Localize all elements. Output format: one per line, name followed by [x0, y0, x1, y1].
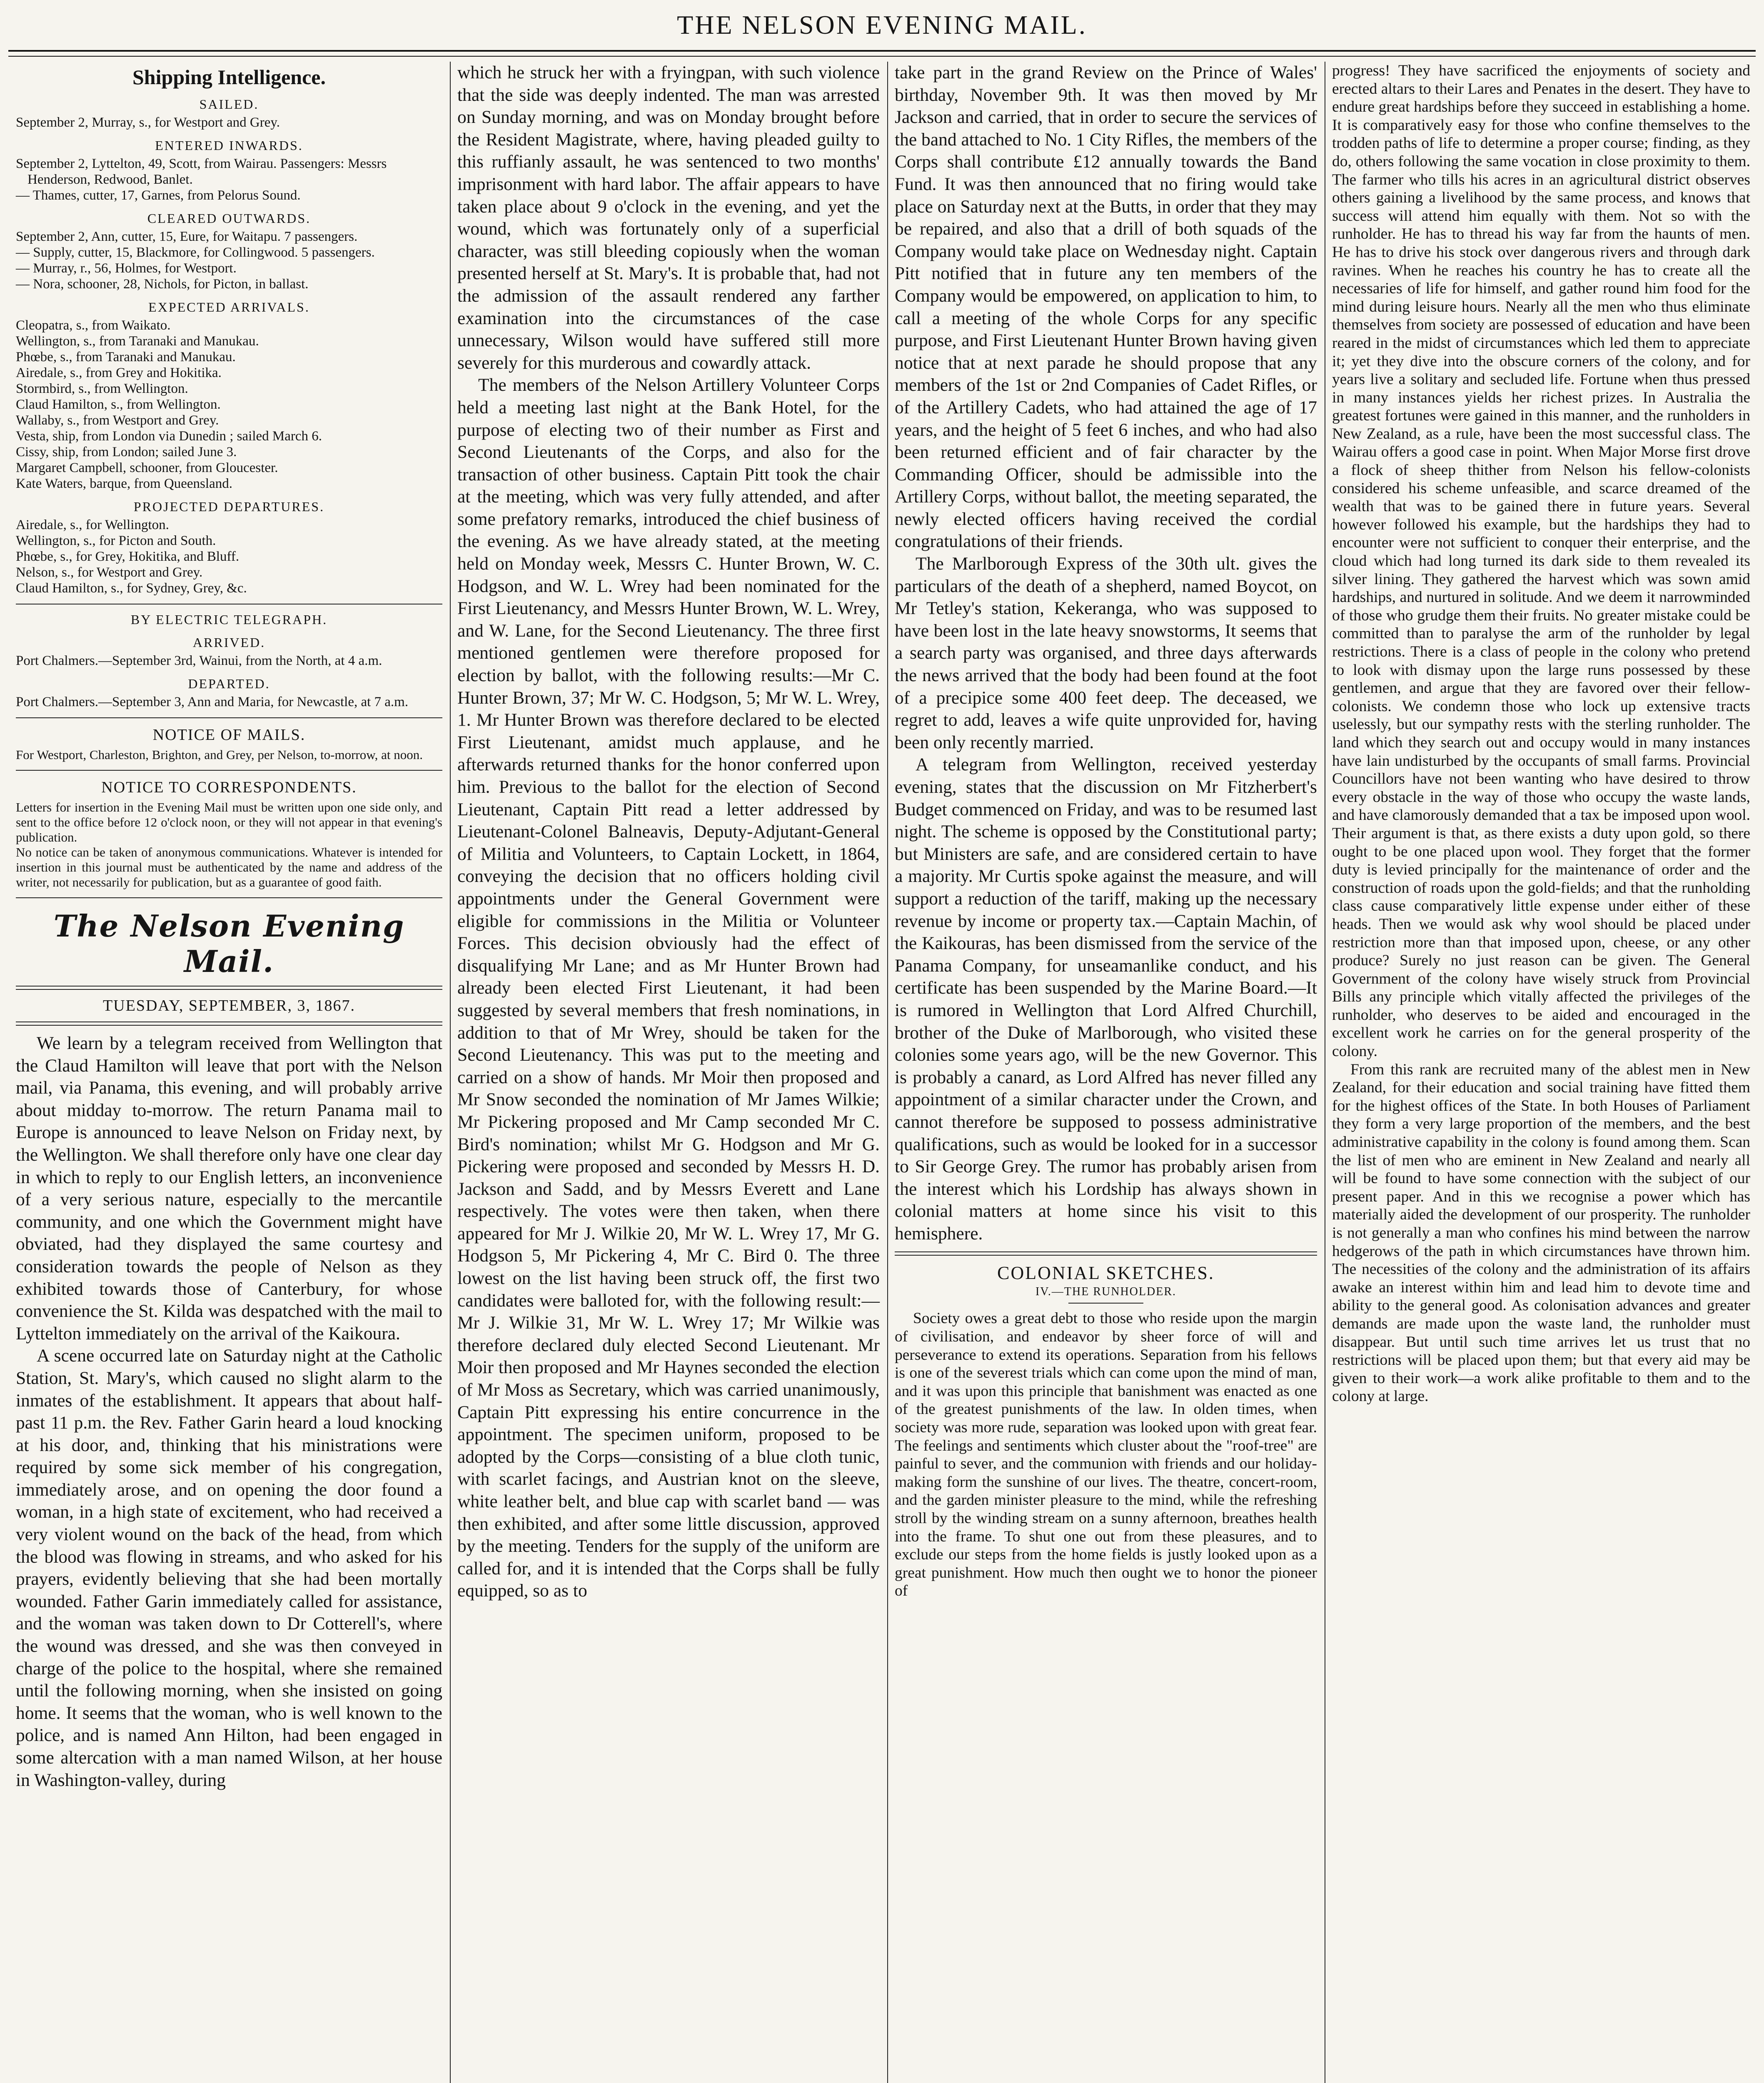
telegraph-heading: BY ELECTRIC TELEGRAPH.: [130, 612, 328, 627]
column-4: [1325, 62, 1758, 2083]
projected-item: Airedale, s., for Wellington.: [16, 517, 169, 532]
notice-mails-text: For Westport, Charleston, Brighton, and Grey, per Nelson, to-morrow, at noon.: [16, 747, 423, 762]
entered-item: September 2, Lyttelton, 49, Scott, from Wairau. Passengers: Messrs Henderson, Redwood, Banlet.: [16, 156, 387, 187]
dateline-rule: [16, 1022, 442, 1026]
expected-item: Margaret Campbell, schooner, from Gloucester.: [16, 460, 278, 475]
entered-heading: ENTERED INWARDS.: [155, 138, 303, 153]
projected-item: Nelson, s., for Westport and Grey.: [16, 565, 203, 580]
article-paragraph: The Marlborough Express of the 30th ult. gives the particulars of the death of a shepherd, named Boycot, on Mr Tetley's station, Kekeranga, who was supposed to have been lost in the late heavy snowstorms, It seems that a search party was organised, and three days afterwards the news arrived that the body had been found at the foot of a precipice some 400 feet deep. The deceased, we regret to add, leaves a wife quite unprovided for, having been only recently married.: [895, 554, 1317, 752]
expected-item: Wallaby, s., from Westport and Grey.: [16, 413, 219, 428]
cleared-item: — Supply, cutter, 15, Blackmore, for Collingwood. 5 passengers.: [16, 245, 375, 260]
article-paragraph: take part in the grand Review on the Prince of Wales' birthday, November 9th. It was then moved by Mr Jackson and carried, that in order to secure the services of the band attached to No. 1 City Rifles, the members of the Corps shall contribute £12 annually towards the Band Fund. It was then announced that no firing would take place on Saturday next at the Butts, in order that they may be repaired, and also that a drill of both squads of the Company would take place on Wednesday night. Captain Pitt notified that in future any ten members of the Company would be empowered, on application to him, to call a meeting of the whole Corps for any specific purpose, and First Lieutenant Hunter Brown having given notice that at next parade he should propose that any members of the 1st or 2nd Companies of Cadet Rifles, or of the Artillery Cadets, who had attained the age of 17 years, and the height of 5 feet 6 inches, and who had also been returned efficient and of fair character by the Commanding Officer, should be admissible into the Artillery Corps, without ballot, the meeting separated, the newly elected officers having received the cordial congratulations of their friends.: [895, 62, 1317, 552]
arrived-heading: ARRIVED.: [192, 635, 266, 650]
arrived-item: Port Chalmers.—September 3rd, Wainui, from the North, at 4 a.m.: [16, 653, 382, 668]
dateline: TUESDAY, SEPTEMBER, 3, 1867.: [102, 997, 356, 1014]
article-paragraph: A scene occurred late on Saturday night at the Catholic Station, St. Mary's, which caused no slight alarm to the inmates of the establishment. It appears that about half-past 11 p.m. the Rev. Father Garin heard a loud knocking at his door, and, thinking that his ministrations were required by some sick member of his congregation, immediately arose, and on opening the door found a woman, in a high state of excitement, who had received a very violent wound on the back of the head, from which the blood was flowing in streams, and who asked for his prayers, evidently believing that she had been mortally wounded. Father Garin immediately called for assistance, and the woman was taken down to Dr Cotterell's, where the wound was dressed, and she was then conveyed in charge of the police to the hospital, where she remained until the following morning, when she insisted on going home. It seems that the woman, who is well known to the police, and is named Ann Hilton, had been engaged in some altercation with a man named Wilson, at her house in Washington-valley, during: [16, 1346, 442, 1790]
expected-item: Airedale, s., from Grey and Hokitika.: [16, 365, 222, 380]
departed-item: Port Chalmers.—September 3, Ann and Maria, for Newcastle, at 7 a.m.: [16, 694, 409, 709]
cleared-item: September 2, Ann, cutter, 15, Eure, for Waitapu. 7 passengers.: [16, 229, 358, 244]
entered-item: — Thames, cutter, 17, Garnes, from Pelorus Sound.: [16, 188, 301, 203]
column-2: [450, 62, 887, 2083]
column-1: [8, 62, 450, 2083]
masthead: THE NELSON EVENING MAIL.: [677, 10, 1087, 40]
expected-item: Cleopatra, s., from Waikato.: [16, 318, 171, 333]
projected-heading: PROJECTED DEPARTURES.: [133, 499, 325, 514]
cleared-item: — Murray, r., 56, Holmes, for Westport.: [16, 261, 237, 276]
notice-correspondents-text: No notice can be taken of anonymous communications. Whatever is intended for insertion in this journal must be authenticated by the name and address of the writer, not necessarily for publication, but as a guarantee of good faith.: [16, 845, 442, 889]
column-3: [887, 62, 1325, 2083]
shipping-title: Shipping Intelligence.: [132, 65, 326, 89]
sketches-subtitle: IV.—THE RUNHOLDER.: [1035, 1285, 1177, 1299]
sailed-heading: SAILED.: [199, 97, 259, 112]
paper-title: The Nelson Evening Mail.: [53, 908, 405, 979]
expected-item: Stormbird, s., from Wellington.: [16, 381, 188, 396]
section-rule: [16, 717, 442, 718]
expected-item: Kate Waters, barque, from Queensland.: [16, 476, 232, 491]
expected-heading: EXPECTED ARRIVALS.: [148, 300, 310, 315]
projected-item: Claud Hamilton, s., for Sydney, Grey, &c.: [16, 581, 247, 596]
expected-item: Claud Hamilton, s., from Wellington.: [16, 397, 221, 412]
article-paragraph: The members of the Nelson Artillery Volunteer Corps held a meeting last night at the Bank Hotel, for the purpose of electing two of their number as First and Second Lieutenants of the Corps, and also for the transaction of other business. Captain Pitt took the chair at the meeting, which was very fully attended, and after some prefatory remarks, introduced the chief business of the evening. As we have already stated, at the meeting held on Monday week, Messrs C. Hunter Brown, W. C. Hodgson, and W. L. Wrey had been nominated for the First Lieutenancy, and Messrs Hunter Brown, W. L. Wrey, and W. Lane, for the Second Lieutenancy. The three first mentioned gentlemen were therefore proposed for election by ballot, with the following results:—Mr C. Hunter Brown, 37; Mr W. C. Hodgson, 5; Mr W. L. Wrey, 1. Mr Hunter Brown was therefore declared to be elected First Lieutenant, amidst much applause, and he afterwards returned thanks for the honor conferred upon him. Previous to the ballot for the election of Second Lieutenant, Captain Pitt read a letter addressed by Lieutenant-Colonel Balneavis, Deputy-Adjutant-General of Militia and Volunteers, to Captain Lockett, in 1864, conveying the decision that no officers holding civil appointments under the General Government were eligible for commissions in the Militia or Volunteer Forces. This decision obviously had the effect of disqualifying Mr Lane; and as Mr Hunter Brown had already been elected First Lieutenant, it had been suggested by several members that fresh nominations, in addition to that of Mr Wrey, should be taken for the Second Lieutenancy. This was put to the meeting and carried on a show of hands. Mr Moir then proposed and Mr Snow seconded the nomination of Mr James Wilkie; Mr Pickering proposed and Mr Camp seconded Mr C. Bird's nomination; whilst Mr G. Hodgson and Mr G. Pickering were proposed and seconded by Messrs H. D. Jackson and Sadd, and by Messrs Everett and Lane respectively. The votes were then taken, when there appeared for Mr J. Wilkie 20, Mr W. L. Wrey 17, Mr G. Hodgson 5, Mr Pickering 4, Mr C. Bird 0. The three lowest on the list having been struck off, the first two candidates were balloted for, with the following result:—Mr J. Wilkie 31, Mr W. L. Wrey 17; Mr Wilkie was therefore declared duly elected Second Lieutenant. Mr Moir then proposed and Mr Haynes seconded the election of Mr Moss as Secretary, which was carried unanimously, Captain Pitt expressing his entire concurrence in the appointment. The specimen uniform, proposed to be adopted by the Corps—consisting of a blue cloth tunic, with scarlet facings, and Austrian knot on the sleeve, white leather belt, and blue cap with scarlet band — was then exhibited, and after some little discussion, approved by the meeting. Tenders for the supply of the uniform are called for, and it is intended that the Corps shall be fully equipped, so as to: [457, 375, 880, 1601]
notice-correspondents-text: Letters for insertion in the Evening Mail must be written upon one side only, and sent to the office before 12 o'clock noon, or they will not appear in that evening's publication.: [16, 800, 442, 844]
expected-item: Cissy, ship, from London; sailed June 3.: [16, 445, 237, 460]
section-rule: [16, 897, 442, 898]
notice-correspondents-title: NOTICE TO CORRESPONDENTS.: [101, 779, 357, 796]
cleared-heading: CLEARED OUTWARDS.: [147, 211, 311, 226]
article-paragraph: From this rank are recruited many of the ablest men in New Zealand, for their education and social training have fitted them for the highest offices of the State. In both Houses of Parliament they form a very large proportion of the members, and the best administrative capability in the colony is found among them. Scan the list of men who are eminent in New Zealand and nearly all will be found to have some connection with the subject of our present paper. And in this we recognise a power which has materially aided the development of our prosperity. The runholder is not generally a man who confines his mind between the narrow hedgerows of the path in which circumstances have thrown him. The necessities of the colony and the administration of its affairs awake an interest within him and lead him to devote time and ability to the general good. As colonisation advances and greater demands are made upon the waste land, the runholder must disappear. But until such time arrives let us trust that no restrictions will be placed upon them; but that every aid may be given to their work—a work alike profitable to them and to the colony at large.: [1332, 1061, 1750, 1405]
cleared-item: — Nora, schooner, 28, Nichols, for Picton, in ballast.: [16, 277, 309, 292]
subtitle-rule: [1068, 1303, 1143, 1304]
projected-item: Phœbe, s., for Grey, Hokitika, and Bluff.: [16, 549, 240, 564]
notice-mails-title: NOTICE OF MAILS.: [152, 726, 306, 744]
section-rule: [16, 770, 442, 771]
expected-item: Phœbe, s., from Taranaki and Manukau.: [16, 350, 236, 365]
departed-heading: DEPARTED.: [188, 676, 270, 691]
article-paragraph: progress! They have sacrificed the enjoyments of society and erected altars to their Lares and Penates in the desert. They have to endure great hardships before they succeed in establishing a home. It is comparatively easy for those who confine themselves to the trodden paths of life to determine a proper course; finding, as they do, others following the same vocation in close proximity to them. The farmer who tills his acres in an agricultural district observes others gaining a livelihood by the same process, and knows that success will attend him equally with them. Not so with the runholder. He has to thread his way far from the haunts of men. He has to drive his stock over dangerous rivers and through dark ravines. When he reaches his country he has to create all the necessaries of life for himself, and gather round him food for the mind during leisure hours. Nearly all the men who thus eliminate themselves from society are possessed of education and have been reared in the midst of circumstances which led them to appreciate it; yet they dive into the obscure corners of the colony, and for years live a solitary and secluded life. Fortune when thus pressed in many instances yields her richest prizes. In Australia the greatest fortunes were gained in this manner, and the runholders in New Zealand, as a rule, have been the most successful class. The Wairau offers a good case in point. When Major Morse first drove a flock of sheep thither from Nelson his fellow-colonists considered his scheme unfeasible, and scarce dreamed of the wealth that was to be gained there in future years. Several however followed his example, but the hardships they had to encounter were not sufficient to conquer their enterprise, and the cloud which had long turned its dark side to them revealed its silver lining. They gathered the harvest which was sown amid hardships, and nurtured in solitude. And we deem it narrowminded of those who grudge them their fruits. No greater mistake could be committed than to paralyse the arm of the runholder by legal restrictions. There is a class of people in the colony who pretend to look with dismay upon the large runs possessed by these gentlemen, and argue that they are favored over their fellow-colonists. We condemn those who lock up extensive tracts uselessly, but our sympathy rests with the sterling runholder. The land which they search out and occupy would in many instances have lain undisturbed by the occupants of small farms. Provincial Councillors have not been wanting who have desired to throw every obstacle in the way of those who occupy the waste lands, and have clamorously demanded that a tax be imposed upon wool. Their argument is that, as there exists a duty upon gold, so there ought to be one placed upon wool. They forget that the former duty is levied principally for the maintenance of order and the construction of roads upon the gold-fields; and that the runholding class cause comparatively little expense under either of these heads. Then we would ask why wool should be placed under restriction more than that imposed upon, cheese, or any other produce? Surely no just reason can be given. The General Government of the colony have wisely struck from Provincial Bills any principle which vitally affected the privileges of the runholder, who deserves to be aided and encouraged in the excellent work he carries on for the general prosperity of the colony.: [1332, 62, 1750, 1060]
sketches-title: COLONIAL SKETCHES.: [997, 1263, 1215, 1284]
article-paragraph: We learn by a telegram received from Wellington that the Claud Hamilton will leave that port with the Nelson mail, via Panama, this evening, and will probably arrive about midday to-morrow. The return Panama mail to Europe is announced to leave Nelson on Friday next, by the Wellington. We shall therefore only have one clear day in which to reply to our English letters, an inconvenience of a very serious nature, especially to the mercantile community, and one which the Government might have obviated, had they displayed the same courtesy and consideration towards the people of Nelson as they exhibited towards those of Canterbury, for whose convenience the St. Kilda was despatched with the mail to Lyttelton immediately on the arrival of the Kaikoura.: [16, 1033, 442, 1344]
projected-item: Wellington, s., for Picton and South.: [16, 533, 216, 548]
article-paragraph: Society owes a great debt to those who reside upon the margin of civilisation, and endeavor by sheer force of will and perseverance to extend its operations. Separation from his fellows is one of the severest trials which can come upon the mind of man, and it was upon this principle that banishment was enacted as one of the greatest punishments of the law. In olden times, when society was more rude, separation was looked upon with great fear. The feelings and sentiments which cluster about the "roof-tree" are painful to sever, and the communion with friends and our holiday-making form the sunshine of our lives. The theatre, concert-room, and the garden minister pleasure to the mind, while the refreshing stroll by the winding stream on a sunny afternoon, breathes health into the frame. To shut one out from these pleasures, and to exclude our steps from the home fields is justly looked upon as a great punishment. How much then ought we to honor the pioneer of: [895, 1310, 1317, 1600]
article-paragraph: A telegram from Wellington, received yesterday evening, states that the discussion on Mr Fitzherbert's Budget commenced on Friday, and was to be resumed last night. The scheme is opposed by the Constitutional party; but Ministers are safe, and are considered certain to have a majority. Mr Curtis spoke against the measure, and will support a reduction of the tariff, making up the necessary revenue by income or property tax.—Captain Machin, of the Kaikouras, has been dismissed from the service of the Panama Company, for unseamanlike conduct, and his certificate has been suspended by the Marine Board.—It is rumored in Wellington that Lord Alfred Churchill, brother of the Duke of Marlborough, who visited these colonies some years ago, will be the new Governor. This is probably a canard, as Lord Alfred has never filled any appointment of a similar character under the Crown, and cannot therefore be supposed to possess administrative qualifications, such as would be looked for in a successor to Sir George Grey. The rumor has probably arisen from the interest which his Lordship has always shown in colonial matters at home since his visit to this hemisphere.: [895, 754, 1317, 1244]
title-rule: [16, 986, 442, 990]
expected-item: Wellington, s., from Taranaki and Manukau.: [16, 334, 259, 349]
article-paragraph: which he struck her with a fryingpan, with such violence that the side was deeply indented. The man was arrested on Sunday morning, and was on Monday brought before the Resident Magistrate, where, having pleaded guilty to this ruffianly assault, he was sentenced to two months' imprisonment with hard labor. The affair appears to have taken place about 9 o'clock in the evening, and yet the wound, which was fortunately only of a superficial character, was still bleeding copiously when the woman presented herself at St. Mary's. It is probable that, had not the admission of the assault rendered any farther examination into the circumstances of the case unnecessary, Wilson would have suffered still more severely for this murderous and cowardly attack.: [457, 62, 880, 373]
masthead-rule: [8, 50, 1756, 57]
section-rule: [895, 1251, 1317, 1256]
expected-item: Vesta, ship, from London via Dunedin ; sailed March 6.: [16, 429, 322, 444]
sailed-item: September 2, Murray, s., for Westport and Grey.: [16, 115, 280, 130]
